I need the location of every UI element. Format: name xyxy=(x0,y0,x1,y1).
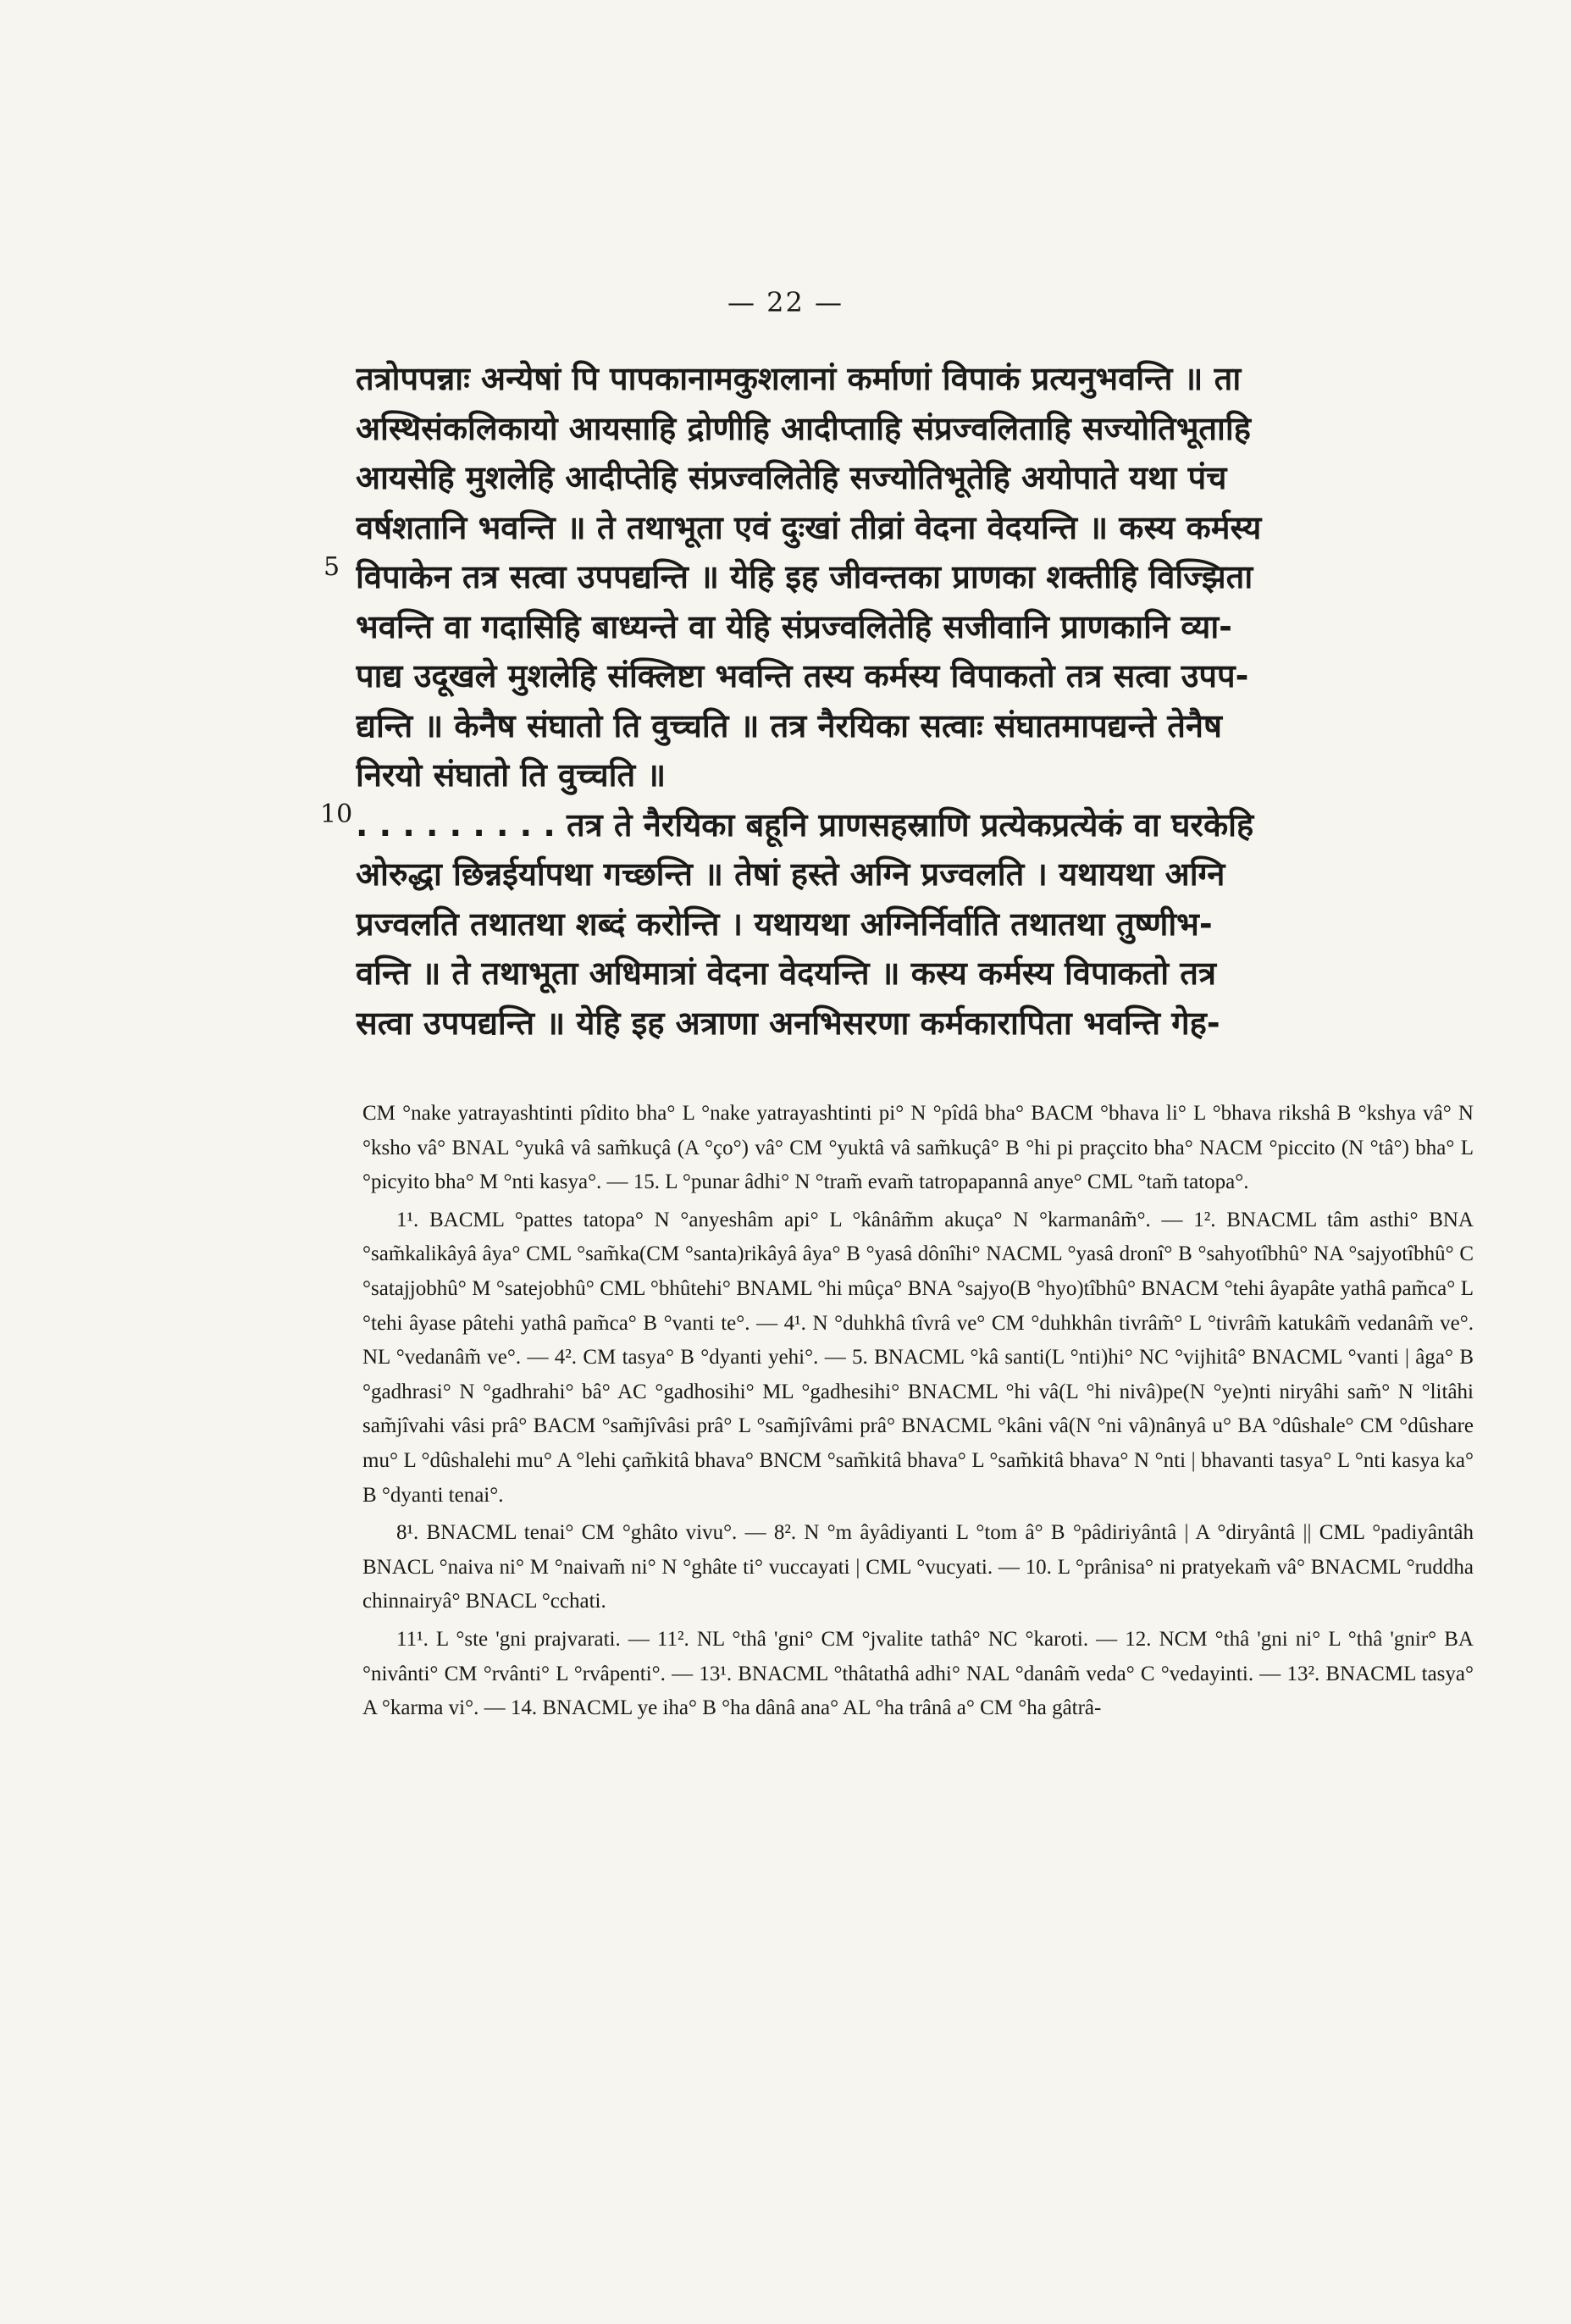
line-number-10: 10 xyxy=(320,800,353,829)
text-line: ओरुद्धा छिन्नईर्यापथा गच्छन्ति ॥ तेषां हस्ते अग्नि प्रज्वलति । यथायथा अग्नि xyxy=(356,855,1225,893)
apparatus-note: 11¹. L °ste 'gni prajvarati. — 11². NL °thâ 'gni° CM °jvalite tathâ° NC °karoti. — 12. NCM °thâ 'gni ni° L °thâ 'gnir° BA °nivânti° CM °rvânti° L °rvâpenti°. — 13¹. BNACML °thâtathâ adhi° NAL °danâm̃ veda° C °vedayinti. — 13². BNACML tasya° A °karma vi°. — 14. BNACML ye iha° B °ha dânâ ana° AL °ha trânâ a° CM °ha gâtrâ- xyxy=(362,1627,1474,1720)
critical-apparatus xyxy=(362,1097,1474,1729)
text-line: द्यन्ति ॥ केनैष संघातो ति वुच्चति ॥ तत्र नैरयिका सत्वाः संघातमापद्यन्ते तेनैष xyxy=(356,706,1222,744)
text-line: प्रज्वलति तथातथा शब्दं करोन्ति । यथायथा अग्निर्निर्वाति तथातथा तुष्णीभ- xyxy=(356,905,1213,943)
devanagari-text xyxy=(356,354,1474,1048)
page-number: — 22 — xyxy=(727,286,844,318)
apparatus-note: CM °nake yatrayashtinti pîdito bha° L °nake yatrayashtinti pi° N °pîdâ bha° BACM °bhava li° L °bhava rikshâ B °kshya vâ° N °ksho vâ° BNAL °yukâ vâ sam̃kuçâ (A °ço°) vâ° CM °yuktâ vâ sam̃kuçâ° B °hi pi praçcito bha° NACM °piccito (N °tâ°) bha° L °picyito bha° M °nti kasya°. — 15. L °punar âdhi° N °tram̃ evam̃ tatropapannâ anye° CML °tam̃ tatopa°. xyxy=(362,1102,1474,1194)
text-line: . . . . . . . . . तत्र ते नैरयिका बहूनि प्राणसहस्राणि प्रत्येकप्रत्येकं वा घरकेहि xyxy=(356,805,1254,844)
text-line: भवन्ति वा गदासिहि बाध्यन्ते वा येहि संप्रज्वलितेहि सजीवानि प्राणकानि व्या- xyxy=(356,607,1232,645)
text-line: तत्रोपपन्नाः अन्येषां पि पापकानामकुशलानां कर्माणां विपाकं प्रत्यनुभवन्ति ॥ ता xyxy=(356,360,1242,397)
text-line: सत्वा उपपद्यन्ति ॥ येहि इह अत्राणा अनभिसरणा कर्मकारापिता भवन्ति गेह- xyxy=(356,1004,1220,1042)
text-line: वर्षशतानि भवन्ति ॥ ते तथाभूता एवं दुःखां तीव्रां वेदना वेदयन्ति ॥ कस्य कर्मस्य xyxy=(356,508,1262,546)
text-line: वन्ति ॥ ते तथाभूता अधिमात्रां वेदना वेदयन्ति ॥ कस्य कर्मस्य विपाकतो तत्र xyxy=(356,955,1216,992)
text-line: निरयो संघातो ति वुच्चति ॥ xyxy=(356,756,667,794)
text-line: विपाकेन तत्र सत्वा उपपद्यन्ति ॥ येहि इह जीवन्तका प्राणका शक्तीहि विज्झिता xyxy=(356,558,1253,595)
text-line: आयसेहि मुशलेहि आदीप्तेहि संप्रज्वलितेहि सज्योतिभूतेहि अयोपाते यथा पंच xyxy=(356,459,1227,496)
text-line: अस्थिसंकलिकायो आयसाहि द्रोणीहि आदीप्ताहि संप्रज्वलिताहि सज्योतिभूताहि xyxy=(356,409,1251,447)
line-number-5: 5 xyxy=(324,552,340,582)
text-line: पाद्य उदूखले मुशलेहि संक्लिष्टा भवन्ति तस्य कर्मस्य विपाकतो तत्र सत्वा उपप- xyxy=(356,657,1249,694)
apparatus-note: 8¹. BNACML tenai° CM °ghâto vivu°. — 8². N °m âyâdiyanti L °tom â° B °pâdiriyântâ | A °diryântâ || CML °padiyântâh BNACL °naiva ni° M °naivam̃ ni° N °ghâte ti° vuccayati | CML °vucyati. — 10. L °prânisa° ni pratyekam̃ vâ° BNACML °ruddha chinnairyâ° BNACL °cchati. xyxy=(362,1521,1474,1613)
apparatus-note: 1¹. BACML °pattes tatopa° N °anyeshâm api° L °kânâm̃m akuça° N °karmanâm̃°. — 1². BNACML tâm asthi° BNA °sam̃kalikâyâ âya° CML °sam̃ka(CM °santa)rikâyâ âya° B °yasâ dônîhi° NACML °yasâ dronî° B °sahyotîbhû° NA °sajyotîbhû° C °satajjobhû° M °satejobhû° CML °bhûtehi° BNAML °hi mûça° BNA °sajyo(B °hyo)tîbhû° BNACM °tehi âyapâte yathâ pam̃ca° L °tehi âyase pâtehi yathâ pam̃ca° B °vanti te°. — 4¹. N °duhkhâ tîvrâ ve° CM °duhkhân tivrâm̃° L °tivrâm̃ katukâm̃ vedanâm̃ ve°. NL °vedanâm̃ ve°. — 4². CM tasya° B °dyanti yehi°. — 5. BNACML °kâ santi(L °nti)hi° NC °vijhitâ° BNACML °vanti | âga° B °gadhrasi° N °gadhrahi° bâ° AC °gadhosihi° ML °gadhesihi° BNACML °hi vâ(L °hi nivâ)pe(N °ye)nti niryâhi sam̃° N °litâhi sam̃jîvahi vâsi prâ° BACM °sam̃jîvâsi prâ° L °sam̃jîvâmi prâ° BNACML °kâni vâ(N °ni vâ)nânyâ u° BA °dûshale° CM °dûshare mu° L °dûshalehi mu° A °lehi çam̃kitâ bhava° BNCM °sam̃kitâ bhava° L °sam̃kitâ bhava° N °nti | bhavanti tasya° L °nti kasya ka° B °dyanti tenai°. xyxy=(362,1208,1474,1507)
